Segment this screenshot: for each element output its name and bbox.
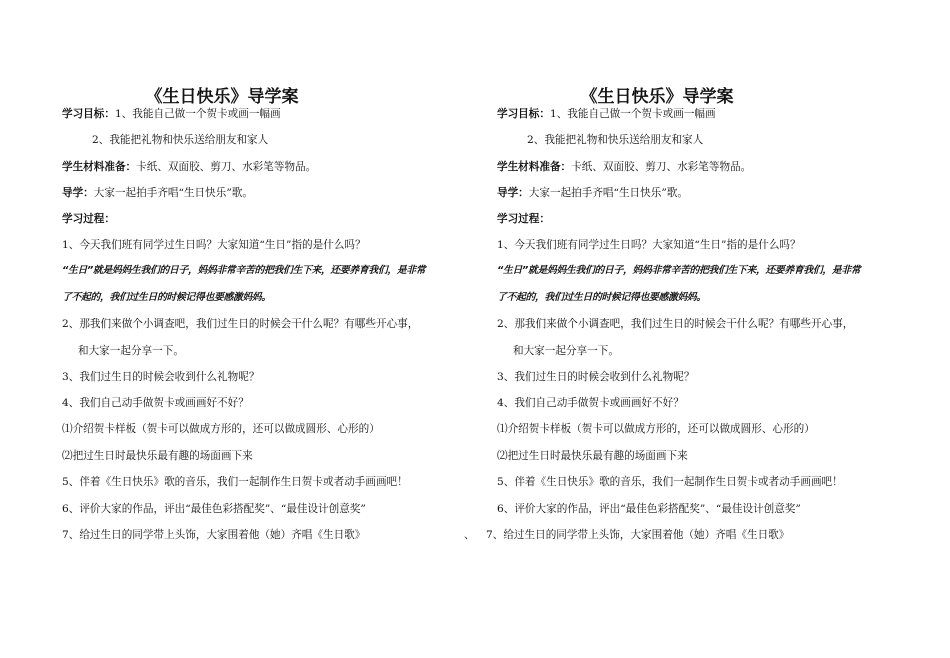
materials-row xyxy=(62,160,316,174)
goals-row xyxy=(62,107,281,121)
materials-row xyxy=(497,160,751,174)
step-4-2: ⑵把过生日时最快乐最有趣的场面画下来 xyxy=(497,450,688,462)
step-1: 1、今天我们班有同学过生日吗？大家知道“生日”指的是什么吗？ xyxy=(497,239,801,251)
intro-text: 大家一起拍手齐唱“生日快乐”歌。 xyxy=(93,187,253,199)
goal-1: 1、我能自己做一个贺卡或画一幅画 xyxy=(549,108,716,120)
step-3: 3、我们过生日的时候会收到什么礼物呢？ xyxy=(497,371,695,383)
step-4: 4、我们自己动手做贺卡或画画好不好？ xyxy=(62,397,249,409)
note-line-1: “生日”就是妈妈生我们的日子，妈妈非常辛苦的把我们生下来，还要养育我们，是非常 xyxy=(497,265,861,276)
step-4-2: ⑵把过生日时最快乐最有趣的场面画下来 xyxy=(62,450,253,462)
goals-label: 学习目标： xyxy=(497,108,550,120)
goal-2: 2、我能把礼物和快乐送给朋友和家人 xyxy=(527,134,704,146)
step-5: 5、伴着《生日快乐》歌的音乐，我们一起制作生日贺卡或者动手画画吧！ xyxy=(497,476,843,488)
step-4-1: ⑴介绍贺卡样板（贺卡可以做成方形的，还可以做成圆形、心形的） xyxy=(497,423,815,435)
step-1: 1、今天我们班有同学过生日吗？大家知道“生日”指的是什么吗？ xyxy=(62,239,366,251)
intro-label: 导学： xyxy=(62,187,94,199)
process-label: 学习过程： xyxy=(62,213,115,225)
handout-title: 《生日快乐》导学案 xyxy=(145,87,299,107)
separator-mark: 、 xyxy=(464,529,475,541)
materials-text: 卡纸、双面胶、剪刀、水彩笔等物品。 xyxy=(571,161,752,173)
materials-text: 卡纸、双面胶、剪刀、水彩笔等物品。 xyxy=(136,161,317,173)
intro-row xyxy=(62,186,253,200)
goal-1: 1、我能自己做一个贺卡或画一幅画 xyxy=(114,108,281,120)
step-6: 6、评价大家的作品，评出“最佳色彩搭配奖”、“最佳设计创意奖” xyxy=(62,503,366,515)
intro-row xyxy=(497,186,688,200)
intro-text: 大家一起拍手齐唱“生日快乐”歌。 xyxy=(528,187,688,199)
step-2: 2、那我们来做个小调查吧，我们过生日的时候会干什么呢？有哪些开心事， xyxy=(62,318,419,330)
step-4-1: ⑴介绍贺卡样板（贺卡可以做成方形的，还可以做成圆形、心形的） xyxy=(62,423,380,435)
step-2-cont: 和大家一起分享一下。 xyxy=(513,345,619,357)
goals-label: 学习目标： xyxy=(62,108,115,120)
step-5: 5、伴着《生日快乐》歌的音乐，我们一起制作生日贺卡或者动手画画吧！ xyxy=(62,476,408,488)
right-handout xyxy=(486,0,917,658)
process-label: 学习过程： xyxy=(497,213,550,225)
materials-label: 学生材料准备： xyxy=(497,161,572,173)
step-2: 2、那我们来做个小调查吧，我们过生日的时候会干什么呢？有哪些开心事， xyxy=(497,318,854,330)
goal-2: 2、我能把礼物和快乐送给朋友和家人 xyxy=(92,134,269,146)
step-6: 6、评价大家的作品，评出“最佳色彩搭配奖”、“最佳设计创意奖” xyxy=(497,503,801,515)
note-line-2: 了不起的，我们过生日的时候记得也要感激妈妈。 xyxy=(497,292,706,303)
step-7: 7、给过生日的同学带上头饰，大家围着他（她）齐唱《生日歌》 xyxy=(486,529,790,541)
step-4: 4、我们自己动手做贺卡或画画好不好？ xyxy=(497,397,684,409)
left-handout xyxy=(62,0,482,658)
step-2-cont: 和大家一起分享一下。 xyxy=(78,345,184,357)
step-7: 7、给过生日的同学带上头饰，大家围着他（她）齐唱《生日歌》 xyxy=(62,529,366,541)
handout-title: 《生日快乐》导学案 xyxy=(580,87,734,107)
goals-row xyxy=(497,107,716,121)
note-line-2: 了不起的，我们过生日的时候记得也要感激妈妈。 xyxy=(62,292,271,303)
note-line-1: “生日”就是妈妈生我们的日子，妈妈非常辛苦的把我们生下来，还要养育我们，是非常 xyxy=(62,265,426,276)
materials-label: 学生材料准备： xyxy=(62,161,137,173)
step-3: 3、我们过生日的时候会收到什么礼物呢？ xyxy=(62,371,260,383)
intro-label: 导学： xyxy=(497,187,529,199)
